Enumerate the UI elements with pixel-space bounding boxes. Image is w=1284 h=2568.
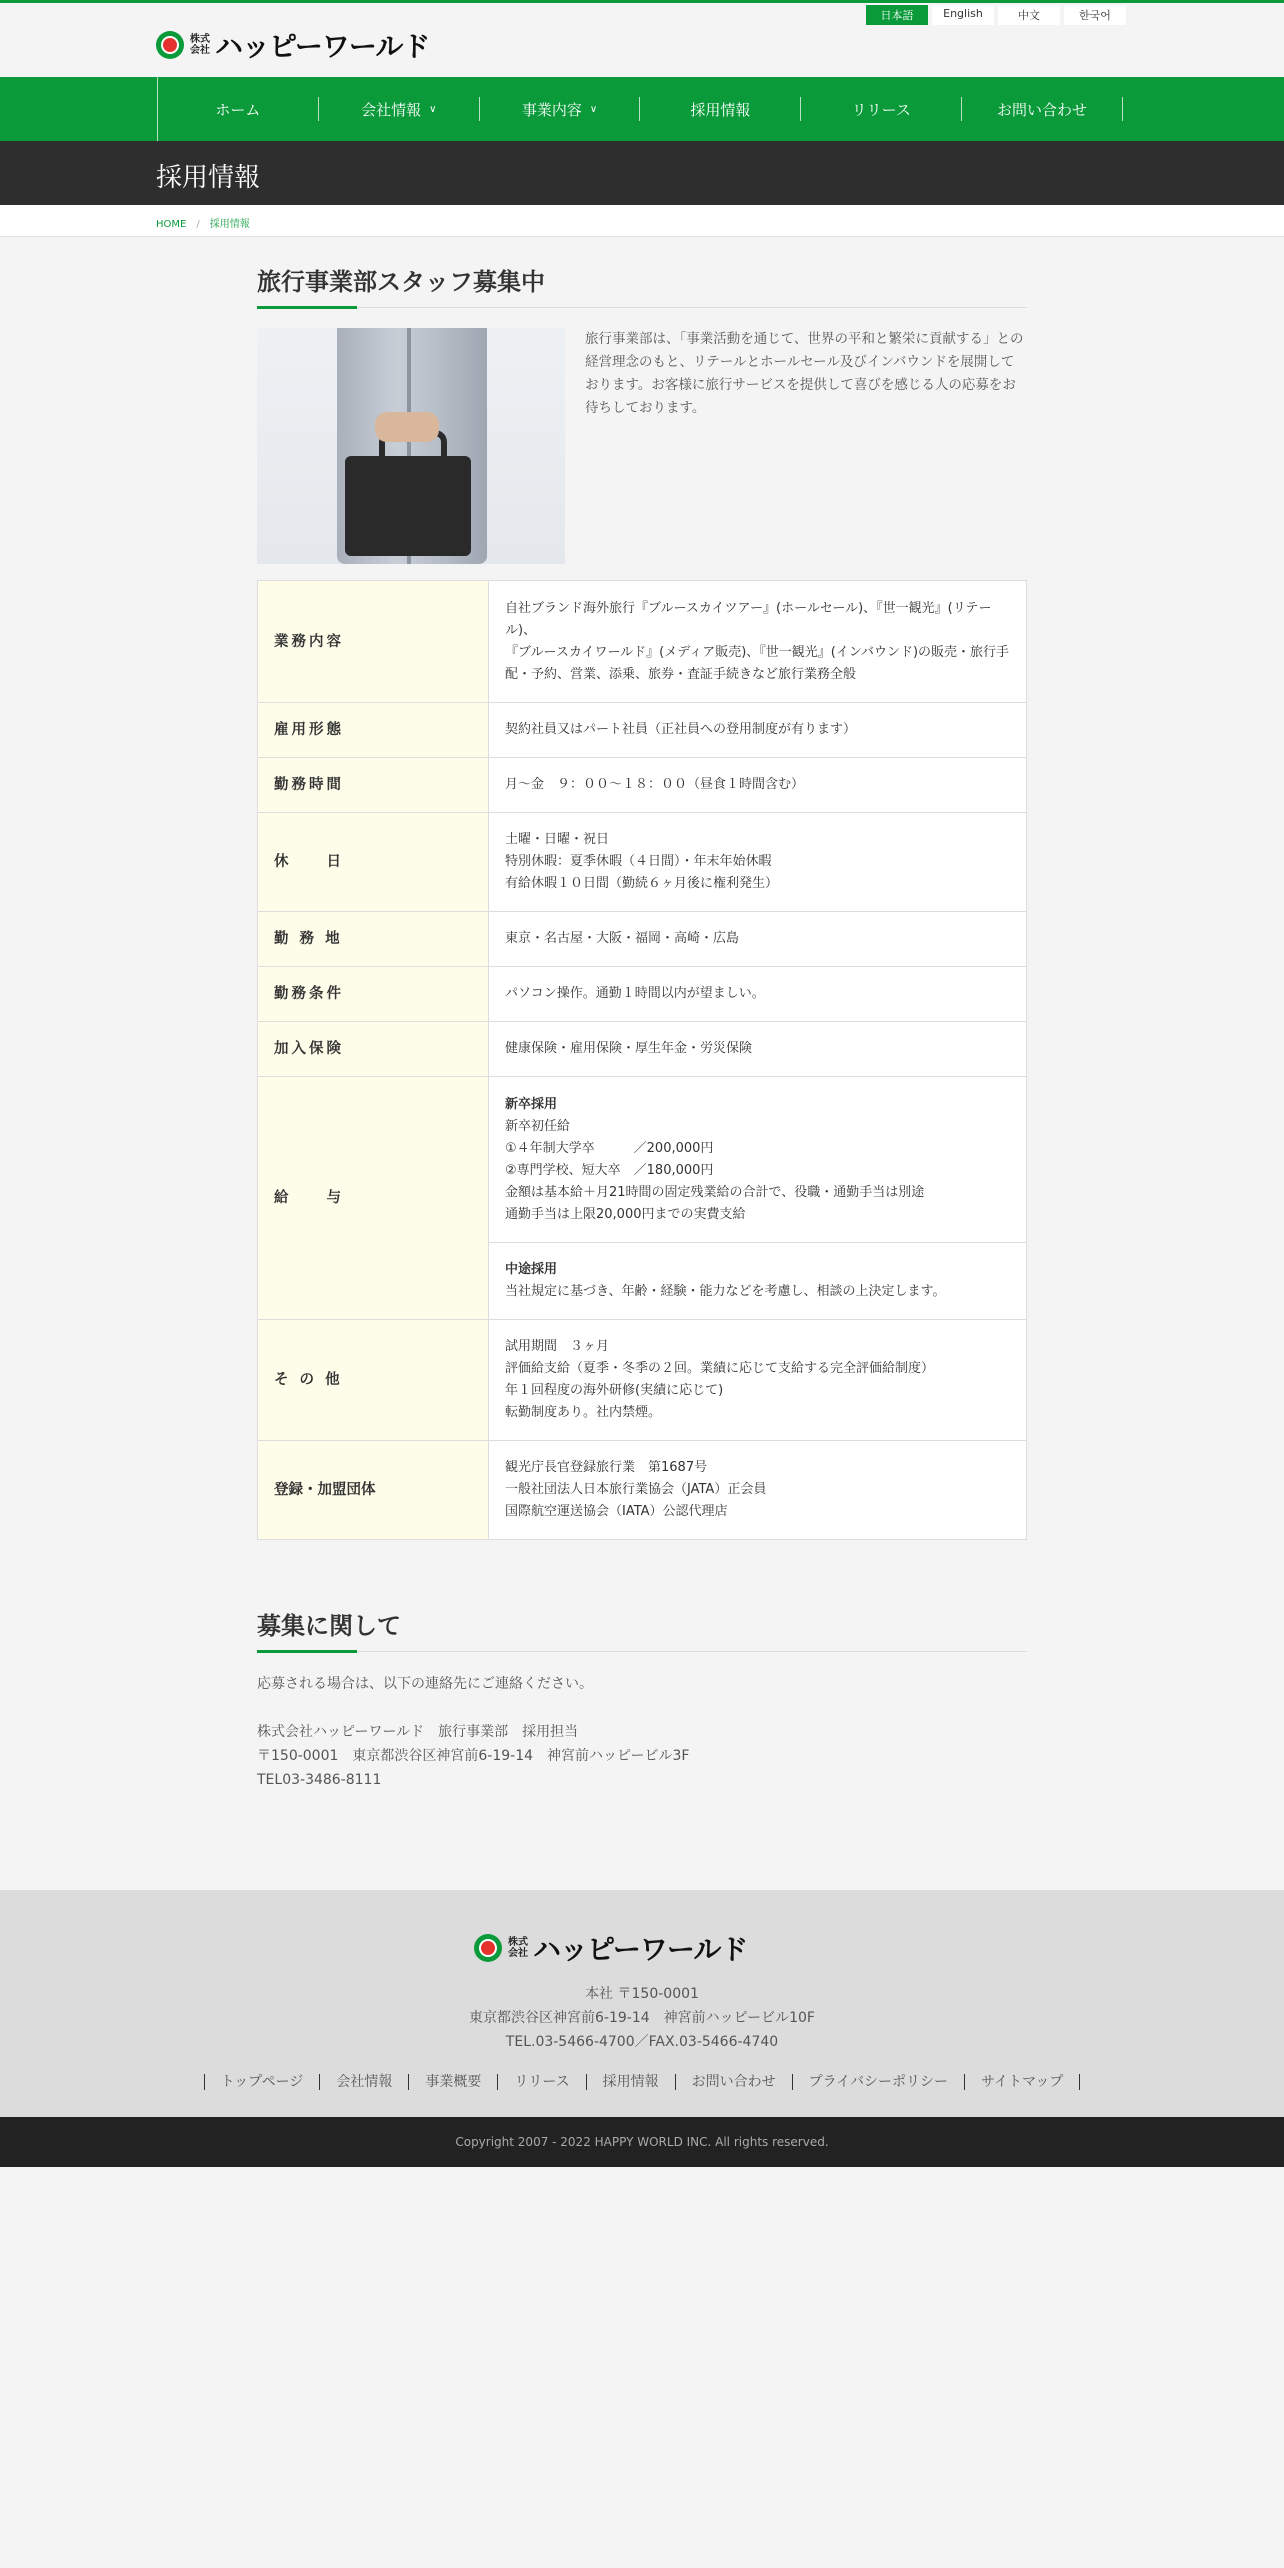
other-line: 評価給支給（夏季・冬季の２回。業績に応じて支給する完全評価給制度） [505, 1361, 935, 1376]
holiday-line: 特別休暇：夏季休暇（４日間）・年末年始休暇 [505, 854, 772, 869]
holiday-line: 土曜・日曜・祝日 [505, 832, 610, 847]
row-label-other: そ の 他 [258, 1320, 489, 1441]
logo-mark-icon [474, 1934, 502, 1962]
footer-address-line: 東京都渋谷区神宮前6-19-14 神宮前ハッピービル10F [469, 2010, 815, 2026]
job-details-table [257, 580, 1027, 1540]
site-logo[interactable] [156, 25, 429, 65]
row-value-salary-mid [489, 1243, 1027, 1320]
footer-logo[interactable] [474, 1928, 747, 1968]
logo-small-1: 株式 [190, 34, 210, 45]
logo-text: ハッピーワールド [533, 1933, 748, 1966]
logo-mark-icon [156, 31, 184, 59]
salary-new-line: 通勤手当は上限20,000円までの実費支給 [505, 1206, 746, 1222]
salary-new-line: ②専門学校、短大卒 ／180,000円 [505, 1162, 714, 1178]
row-label-work-content: 業務内容 [258, 581, 489, 703]
row-label-conditions: 勤務条件 [258, 967, 489, 1022]
logo-company-type [190, 34, 210, 56]
lang-english[interactable]: English [932, 5, 994, 25]
table-row [258, 912, 1027, 967]
footer-address-line: 本社 〒150-0001 [585, 1986, 699, 2002]
logo-text: ハッピーワールド [215, 30, 430, 63]
nav-recruit[interactable] [640, 97, 801, 121]
chevron-down-icon: ∨ [429, 103, 437, 115]
logo-small-2: 会社 [508, 1948, 528, 1959]
holiday-line: 有給休暇１０日間（勤続６ヶ月後に権利発生） [505, 876, 779, 891]
recruit-text: 応募される場合は、以下の連絡先にご連絡ください。 [257, 1676, 593, 1692]
nav-release-label: リリース [851, 100, 911, 119]
job-section-title: 旅行事業部スタッフ募集中 [257, 262, 1027, 308]
registration-line: 観光庁長官登録旅行業 第1687号 [505, 1460, 708, 1475]
recruit-contact [257, 1720, 1027, 1792]
row-value-insurance: 健康保険・雇用保険・厚生年金・労災保険 [489, 1022, 1027, 1077]
contact-phone: TEL03-3486-8111 [257, 1772, 382, 1788]
work-content-line: 『ブルースカイワールド』(メディア販売)、『世一観光』(インバウンド)の販売・旅行手配・予約、営業、添乗、旅券・査証手続きなど旅行業務全般 [505, 644, 1010, 682]
recruit-section-title: 募集に関して [257, 1606, 1027, 1652]
language-switcher [866, 5, 1126, 25]
nav-business-label: 事業内容 [521, 100, 582, 119]
job-intro [257, 328, 1027, 564]
row-label-hours: 勤務時間 [258, 758, 489, 813]
salary-new-line: 金額は基本給＋月21時間の固定残業給の合計で、役職・通勤手当は別途 [505, 1184, 925, 1200]
row-value-employment: 契約社員又はパート社員（正社員への登用制度が有ります） [489, 703, 1027, 758]
lang-chinese[interactable]: 中文 [998, 5, 1060, 25]
row-value-registration [489, 1441, 1027, 1540]
table-row [258, 813, 1027, 912]
businessman-briefcase-photo [257, 328, 565, 564]
row-value-hours: 月～金 ９：００～１８：００（昼食１時間含む） [489, 758, 1027, 813]
lang-korean[interactable]: 한국어 [1064, 5, 1126, 25]
registration-line: 国際航空運送協会（IATA）公認代理店 [505, 1504, 728, 1519]
table-row [258, 758, 1027, 813]
footer-links [0, 2074, 1284, 2090]
row-label-employment: 雇用形態 [258, 703, 489, 758]
salary-new-line: ①４年制大学卒 ／200,000円 [505, 1140, 714, 1156]
footer-link-recruit[interactable]: 採用情報 [586, 2074, 675, 2090]
page-title-band [0, 141, 1284, 205]
footer-link-contact[interactable]: お問い合わせ [675, 2074, 792, 2090]
lang-japanese[interactable]: 日本語 [866, 5, 928, 25]
row-label-location: 勤 務 地 [258, 912, 489, 967]
logo-small-2: 会社 [190, 45, 210, 56]
footer-link-company[interactable]: 会社情報 [319, 2074, 408, 2090]
logo-company-type [508, 1937, 528, 1959]
breadcrumb-home[interactable]: HOME [156, 219, 187, 230]
table-row [258, 703, 1027, 758]
other-line: 転勤制度あり。社内禁煙。 [505, 1405, 662, 1420]
footer-link-top[interactable]: トップページ [204, 2074, 320, 2090]
footer-address [0, 1982, 1284, 2054]
row-label-insurance: 加入保険 [258, 1022, 489, 1077]
main-content [257, 262, 1027, 1792]
salary-new-line: 新卒初任給 [505, 1118, 571, 1134]
nav-release[interactable] [801, 97, 962, 121]
table-row [258, 1077, 1027, 1243]
table-row [258, 967, 1027, 1022]
footer-link-sitemap[interactable]: サイトマップ [964, 2074, 1080, 2090]
contact-line: 〒150-0001 東京都渋谷区神宮前6-19-14 神宮前ハッピービル3F [257, 1748, 690, 1764]
footer-link-privacy[interactable]: プライバシーポリシー [792, 2074, 964, 2090]
site-footer [0, 1890, 1284, 2117]
salary-mid-heading: 中途採用 [505, 1262, 558, 1277]
recruit-section [257, 1606, 1027, 1792]
nav-recruit-label: 採用情報 [690, 100, 751, 119]
row-value-work-content [489, 581, 1027, 703]
breadcrumb-separator: / [196, 219, 200, 230]
footer-link-release[interactable]: リリース [497, 2074, 585, 2090]
copyright: Copyright 2007 - 2022 HAPPY WORLD INC. All rights reserved. [0, 2117, 1284, 2167]
table-row [258, 581, 1027, 703]
nav-home[interactable] [158, 97, 319, 121]
page-title: 採用情報 [156, 163, 261, 193]
other-line: 試用期間 ３ヶ月 [505, 1339, 610, 1354]
nav-home-label: ホーム [215, 100, 261, 119]
registration-line: 一般社団法人日本旅行業協会（JATA）正会員 [505, 1482, 767, 1497]
contact-line: 株式会社ハッピーワールド 旅行事業部 採用担当 [257, 1724, 579, 1740]
nav-company[interactable] [319, 97, 480, 121]
row-value-conditions: パソコン操作。通勤１時間以内が望ましい。 [489, 967, 1027, 1022]
row-label-salary: 給 与 [258, 1077, 489, 1320]
logo-small-1: 株式 [508, 1937, 528, 1948]
row-value-holiday [489, 813, 1027, 912]
job-intro-text: 旅行事業部は、「事業活動を通じて、世界の平和と繁栄に貢献する」との経営理念のもと、リテールとホールセール及びインバウンドを展開しております。お客様に旅行サービスを提供して喜びを感じる人の応募をお待ちしております。 [585, 331, 1024, 416]
row-value-location: 東京・名古屋・大阪・福岡・高崎・広島 [489, 912, 1027, 967]
nav-company-label: 会社情報 [361, 100, 422, 119]
breadcrumb [0, 205, 1284, 237]
row-label-holiday: 休 日 [258, 813, 489, 912]
row-label-registration: 登録・加盟団体 [258, 1441, 489, 1540]
salary-new-heading: 新卒採用 [505, 1096, 558, 1112]
table-row [258, 1320, 1027, 1441]
breadcrumb-current[interactable]: 採用情報 [209, 219, 250, 230]
chevron-down-icon: ∨ [589, 103, 598, 115]
nav-contact-label: お問い合わせ [997, 100, 1088, 119]
other-line: 年１回程度の海外研修(実績に応じて) [505, 1383, 724, 1398]
footer-link-business[interactable]: 事業概要 [408, 2074, 497, 2090]
table-row [258, 1441, 1027, 1540]
main-nav [0, 77, 1284, 141]
footer-phone-fax: TEL.03-5466-4700／FAX.03-5466-4740 [505, 2034, 779, 2050]
nav-contact[interactable] [962, 97, 1123, 121]
row-value-salary-new [489, 1077, 1027, 1243]
table-row [258, 1022, 1027, 1077]
salary-mid-line: 当社規定に基づき、年齢・経験・能力などを考慮し、相談の上決定します。 [505, 1284, 946, 1299]
nav-business[interactable] [480, 97, 641, 121]
work-content-line: 自社ブランド海外旅行『ブルースカイツアー』(ホールセール)、『世一観光』(リテール)、 [505, 600, 992, 638]
site-header [0, 3, 1284, 77]
row-value-other [489, 1320, 1027, 1441]
